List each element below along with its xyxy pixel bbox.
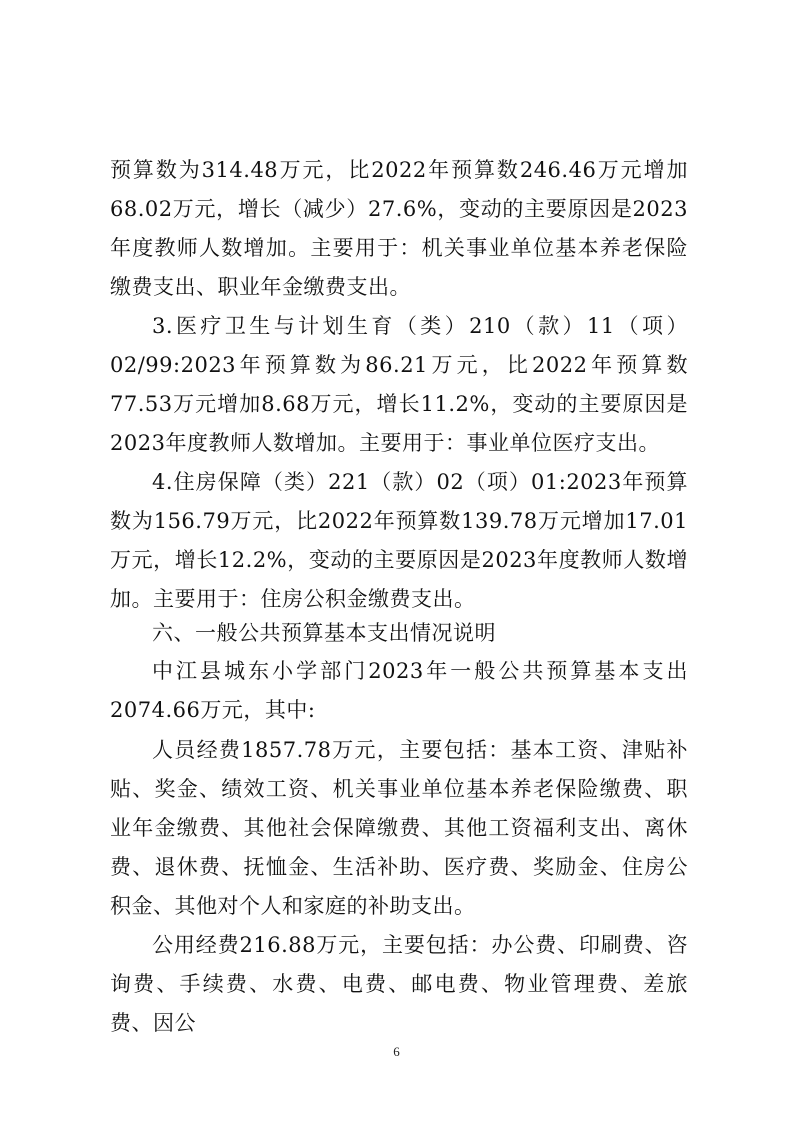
paragraph-personnel-expenses: 人员经费1857.78万元，主要包括：基本工资、津贴补贴、奖金、绩效工资、机关事业单位基本养老保险缴费、职业年金缴费、其他社会保障缴费、其他工资福利支出、离休费、退休费、抚恤金、生活补助、医疗费、奖励金、住房公积金、其他对个人和家庭的补助支出。 (110, 738, 688, 918)
paragraph-medical-budget: 3.医疗卫生与计划生育（类）210（款）11（项）02/99:2023年预算数为86.21万元，比2022年预算数77.53万元增加8.68万元，增长11.2%，变动的主要原因是2023年度教师人数增加。主要用于：事业单位医疗支出。 (110, 314, 688, 455)
paragraph-housing-budget: 4.住房保障（类）221（款）02（项）01:2023年预算数为156.79万元，比2022年预算数139.78万元增加17.01万元，增长12.2%，变动的主要原因是2023年度教师人数增加。主要用于：住房公积金缴费支出。 (110, 470, 688, 611)
page-number: 6 (393, 1044, 400, 1059)
paragraph-public-expenses: 公用经费216.88万元，主要包括：办公费、印刷费、咨询费、手续费、水费、电费、邮电费、物业管理费、差旅费、因公 (110, 933, 688, 1035)
paragraph-basic-expenditure-total: 中江县城东小学部门2023年一般公共预算基本支出2074.66万元，其中: (110, 659, 688, 722)
section-heading-basic-expenditure: 六、一般公共预算基本支出情况说明 (152, 621, 496, 645)
paragraph-social-security-budget: 预算数为314.48万元，比2022年预算数246.46万元增加68.02万元，增长（减少）27.6%，变动的主要原因是2023年度教师人数增加。主要用于：机关事业单位基本养老保险缴费支出、职业年金缴费支出。 (110, 158, 688, 299)
